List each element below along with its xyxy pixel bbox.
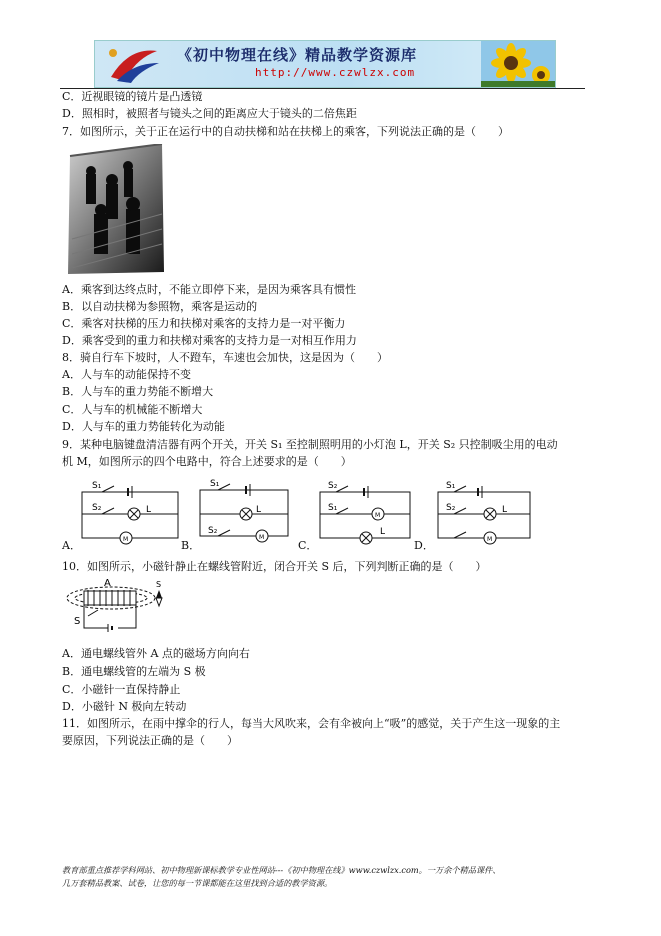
a-s1-label: S₁ — [92, 481, 102, 491]
c-motor-label: M — [375, 512, 381, 519]
q10-stem: 10．如图所示，小磁针静止在螺线管附近，闭合开关 S 后，下列判断正确的是（ ） — [62, 560, 487, 573]
q6-option-d: D．照相时，被照者与镜头之间的距离应大于镜头的二倍焦距 — [62, 107, 357, 120]
banner-title: 《初中物理在线》精品教学资源库 — [177, 46, 418, 64]
b-s2-label: S₂ — [208, 526, 218, 536]
c-lamp-label: L — [380, 527, 386, 537]
q8-option-c: C．人与车的机械能不断增大 — [62, 403, 203, 416]
b-lamp-label: L — [256, 505, 262, 515]
q10-option-a: A．通电螺线管外 A 点的磁场方向向右 — [62, 647, 250, 660]
q10-option-c: C．小磁针一直保持静止 — [62, 683, 181, 696]
footer-line2: 几万套精品教案、试卷，让您的每一节课都能在这里找到合适的教学资源。 — [62, 878, 333, 888]
a-s2-label: S₂ — [92, 503, 102, 513]
site-logo — [99, 41, 169, 87]
q11-stem-line1: 11．如图所示，在雨中撑伞的行人，每当大风吹来，会有伞被向上“吸”的感觉，关于产生这一现象的主 — [62, 717, 561, 730]
q9-stem-line2: 机 M，如图所示的四个电路中，符合上述要求的是（ ） — [62, 455, 352, 468]
header-banner — [94, 40, 556, 88]
q8-option-b: B．人与车的重力势能不断增大 — [62, 385, 214, 398]
q8-option-a: A．人与车的动能保持不变 — [62, 368, 191, 381]
q9-label-b: B． — [181, 539, 201, 552]
q10-option-d: D．小磁针 N 极向左转动 — [62, 700, 187, 713]
banner-url[interactable]: http://www.czwlzx.com — [255, 66, 416, 79]
b-motor-label: M — [259, 534, 265, 541]
q6-option-c: C．近视眼镜的镜片是凸透镜 — [62, 90, 203, 103]
escalator-photo — [66, 144, 166, 274]
q9-label-a: A． — [62, 539, 81, 552]
q10-option-b: B．通电螺线管的左端为 S 极 — [62, 665, 206, 678]
footer-line1: 教育部重点推荐学科网站、初中物理新课标教学专业性网站---《初中物理在线》www.czwlzx.com。一万余个精品课件、 — [62, 865, 501, 875]
q10-switch-label: S — [74, 616, 81, 627]
q7-option-b: B．以自动扶梯为参照物，乘客是运动的 — [62, 300, 258, 313]
q8-stem: 8．骑自行车下坡时，人不蹬车，车速也会加快，这是因为（ ） — [62, 351, 388, 364]
q7-option-a: A．乘客到达终点时，不能立即停下来，是因为乘客具有惯性 — [62, 283, 356, 296]
q9-label-c: C． — [298, 539, 318, 552]
d-s1-label: S₁ — [446, 481, 456, 491]
c-s2-label: S₂ — [328, 481, 338, 491]
q7-option-c: C．乘客对扶梯的压力和扶梯对乘客的支持力是一对平衡力 — [62, 317, 346, 330]
q9-stem-line1: 9．某种电脑键盘清洁器有两个开关，开关 S₁ 至控制照明用的小灯泡 L，开关 S₂ 只控制吸尘用的电动 — [62, 438, 558, 451]
circuit-diagram-d — [428, 478, 538, 550]
q9-label-d: D． — [414, 539, 434, 552]
a-lamp-label: L — [146, 505, 152, 515]
circuit-diagram-b — [190, 476, 300, 548]
a-motor-label: M — [123, 536, 129, 543]
q8-option-d: D．人与车的重力势能转化为动能 — [62, 420, 225, 433]
q7-option-d: D．乘客受到的重力和扶梯对乘客的支持力是一对相互作用力 — [62, 334, 357, 347]
d-s2-label: S₂ — [446, 503, 456, 513]
c-s1-label: S₁ — [328, 503, 338, 513]
solenoid-diagram — [66, 576, 166, 638]
d-motor-label: M — [487, 536, 493, 543]
q7-stem: 7．如图所示，关于正在运行中的自动扶梯和站在扶梯上的乘客，下列说法正确的是（ ） — [62, 125, 509, 138]
circuit-diagram-c — [310, 478, 420, 550]
q10-needle-label: S — [156, 580, 162, 589]
circuit-diagram-a — [74, 478, 184, 550]
q10-point-a-label: A — [104, 578, 111, 589]
q11-stem-line2: 要原因，下列说法正确的是（ ） — [62, 734, 238, 747]
sunflower-image — [481, 41, 555, 87]
d-lamp-label: L — [502, 505, 508, 515]
b-s1-label: S₁ — [210, 479, 220, 489]
